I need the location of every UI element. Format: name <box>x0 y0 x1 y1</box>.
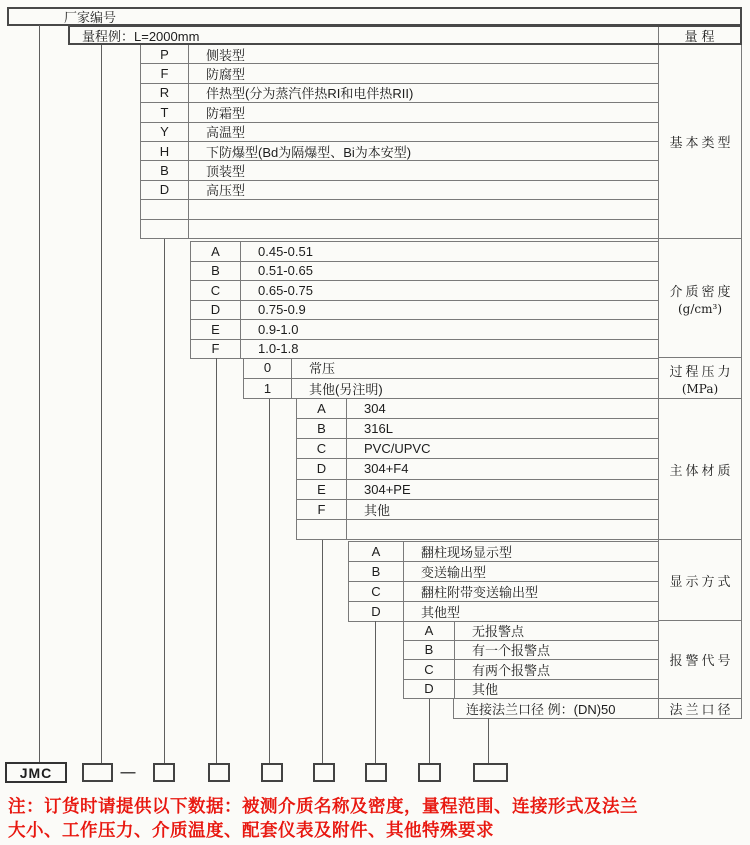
section-label-text: 显示方式 <box>669 574 734 590</box>
option-desc: 316L <box>364 421 393 437</box>
order-note-line2: 大小、工作压力、介质温度、配套仪表及附件、其他特殊要求 <box>8 820 494 840</box>
connector-line <box>216 358 217 763</box>
option-row <box>141 64 658 83</box>
option-desc: 其他 <box>472 682 499 698</box>
range-example-cell <box>70 27 658 43</box>
option-code: B <box>141 161 189 179</box>
model-code-box <box>82 763 113 782</box>
option-desc: 0.9-1.0 <box>258 321 299 337</box>
option-code: Y <box>141 123 189 141</box>
option-row <box>244 379 658 400</box>
option-code: B <box>404 641 455 660</box>
option-code: 0 <box>244 358 292 378</box>
option-desc: 其他型 <box>421 605 461 620</box>
option-code: E <box>297 480 347 499</box>
connector-line <box>488 718 489 763</box>
connector-line <box>39 25 40 763</box>
connector-line <box>429 699 430 763</box>
option-row <box>297 439 658 459</box>
option-row <box>297 480 658 500</box>
option-desc: 304+F4 <box>364 461 409 477</box>
option-desc: 翻柱附带变送输出型 <box>421 585 539 600</box>
flange-size-row <box>453 699 658 719</box>
option-code: 1 <box>244 379 292 399</box>
section-label-flange <box>659 699 741 719</box>
option-code: B <box>349 562 404 581</box>
option-code: A <box>404 621 455 640</box>
option-code: F <box>297 500 347 519</box>
option-row <box>349 562 658 582</box>
section-label-medium-density <box>659 239 741 358</box>
option-code: B <box>191 262 241 281</box>
option-code: C <box>349 582 404 601</box>
option-desc: 变送输出型 <box>421 565 487 580</box>
model-code-box <box>365 763 387 782</box>
option-row <box>404 680 658 700</box>
model-code-box <box>418 763 441 782</box>
option-desc: 下防爆型(Bd为隔爆型、Bi为本安型) <box>206 144 412 160</box>
option-desc: 高温型 <box>206 125 246 141</box>
manufacturer-code-row <box>7 7 742 26</box>
option-desc: 有两个报警点 <box>472 662 551 678</box>
option-code: C <box>404 660 455 679</box>
section-label-text: 报警代号 <box>669 654 734 669</box>
option-code: D <box>141 181 189 199</box>
order-note-line1: 注：订货时请提供以下数据：被测介质名称及密度，量程范围、连接形式及法兰 <box>8 796 638 816</box>
section-label-process-pressure <box>659 358 741 399</box>
option-desc: 防腐型 <box>206 67 246 83</box>
selection-table-body-material <box>296 399 658 540</box>
option-desc: 顶装型 <box>206 164 246 180</box>
option-row <box>141 103 658 122</box>
selection-table-basic-type <box>140 45 658 239</box>
option-code: E <box>191 320 241 339</box>
option-desc: 翻柱现场显示型 <box>421 545 513 560</box>
option-desc: 304 <box>364 401 386 417</box>
option-row <box>404 641 658 661</box>
selection-table-display-mode <box>348 541 658 622</box>
option-row <box>297 500 658 520</box>
option-row <box>297 419 658 439</box>
section-label-text: 主体材质 <box>669 463 734 479</box>
option-row <box>349 582 658 602</box>
connector-line <box>101 45 102 763</box>
connector-line <box>322 540 323 763</box>
model-code-box <box>313 763 335 782</box>
connector-line <box>269 399 270 763</box>
section-label-text: 基本类型 <box>669 136 734 151</box>
option-code: D <box>297 459 347 478</box>
option-row <box>349 602 658 622</box>
option-code <box>297 520 347 539</box>
option-code <box>141 200 189 218</box>
section-label-body-material <box>659 399 741 540</box>
option-row <box>191 340 658 360</box>
model-prefix-box: JMC <box>5 762 67 783</box>
option-code: H <box>141 142 189 160</box>
option-code <box>141 220 189 238</box>
option-row <box>191 281 658 301</box>
option-row <box>191 301 658 321</box>
model-code-box <box>153 763 175 782</box>
model-code-box <box>208 763 230 782</box>
option-row <box>191 320 658 340</box>
option-row <box>141 123 658 142</box>
option-row <box>141 142 658 161</box>
selection-table-alarm-code <box>403 621 658 699</box>
option-row <box>141 220 658 239</box>
option-code: A <box>191 242 241 261</box>
option-row <box>141 84 658 103</box>
section-label-column <box>658 45 742 719</box>
option-desc: 常压 <box>309 361 336 377</box>
option-row <box>141 200 658 219</box>
option-desc: 侧装型 <box>206 47 246 63</box>
section-label-text: 法兰口径 <box>669 703 734 718</box>
option-code: B <box>297 419 347 438</box>
option-row <box>297 459 658 479</box>
option-code: T <box>141 103 189 121</box>
option-desc: 0.51-0.65 <box>258 263 313 279</box>
connector-line <box>375 621 376 763</box>
option-desc <box>189 220 658 238</box>
option-row <box>404 621 658 641</box>
option-desc: 0.65-0.75 <box>258 282 313 298</box>
option-desc: 304+PE <box>364 481 411 497</box>
option-row <box>141 181 658 200</box>
option-code: A <box>349 542 404 561</box>
model-code-box <box>261 763 283 782</box>
option-row <box>297 520 658 540</box>
section-label-text: 过程压力 <box>669 364 734 380</box>
section-label-unit: (g/cm³) <box>678 301 722 316</box>
option-code: C <box>191 281 241 300</box>
option-code: F <box>191 340 241 359</box>
option-row <box>244 358 658 379</box>
option-code: C <box>297 439 347 458</box>
option-desc: PVC/UPVC <box>364 441 431 457</box>
manufacturer-code-label: 厂家编号 <box>64 10 117 25</box>
option-desc: 其他(另注明) <box>309 381 383 397</box>
range-example-label: 量程例：L=2000mm <box>82 28 200 44</box>
option-desc: 其他 <box>364 502 391 518</box>
option-code: F <box>141 64 189 82</box>
option-code: D <box>349 602 404 621</box>
section-label-text: 介质密度 <box>669 284 734 300</box>
separator-dash: — <box>120 764 136 781</box>
option-code: D <box>191 301 241 320</box>
model-code-box <box>473 763 508 782</box>
section-label-basic-type <box>659 45 741 239</box>
section-label-display-mode <box>659 540 741 621</box>
option-desc: 0.45-0.51 <box>258 243 313 259</box>
option-code: D <box>404 680 455 699</box>
option-desc: 有一个报警点 <box>472 643 551 659</box>
option-row <box>141 45 658 64</box>
option-desc: 无报警点 <box>472 623 525 639</box>
range-section-label: 量程 <box>658 27 740 43</box>
option-desc: 1.0-1.8 <box>258 341 299 357</box>
option-code: P <box>141 45 189 63</box>
connector-line <box>164 239 165 763</box>
option-row <box>191 242 658 262</box>
range-row <box>68 25 742 45</box>
option-desc <box>189 200 658 218</box>
option-code: R <box>141 84 189 102</box>
selection-table-process-pressure <box>243 358 658 399</box>
flange-size-text: 连接法兰口径 例：(DN)50 <box>466 702 616 717</box>
option-desc: 伴热型(分为蒸汽伴热RI和电伴热RII) <box>206 86 414 102</box>
option-desc: 防霜型 <box>206 105 246 121</box>
option-desc: 0.75-0.9 <box>258 302 306 318</box>
option-row <box>404 660 658 680</box>
selection-table-medium-density <box>190 241 658 359</box>
option-desc <box>347 520 658 539</box>
section-label-alarm-code <box>659 621 741 699</box>
option-row <box>349 542 658 562</box>
option-code: A <box>297 399 347 418</box>
option-desc: 高压型 <box>206 183 246 199</box>
option-row <box>297 399 658 419</box>
option-row <box>191 262 658 282</box>
section-label-unit: (MPa) <box>681 381 719 396</box>
option-row <box>141 161 658 180</box>
